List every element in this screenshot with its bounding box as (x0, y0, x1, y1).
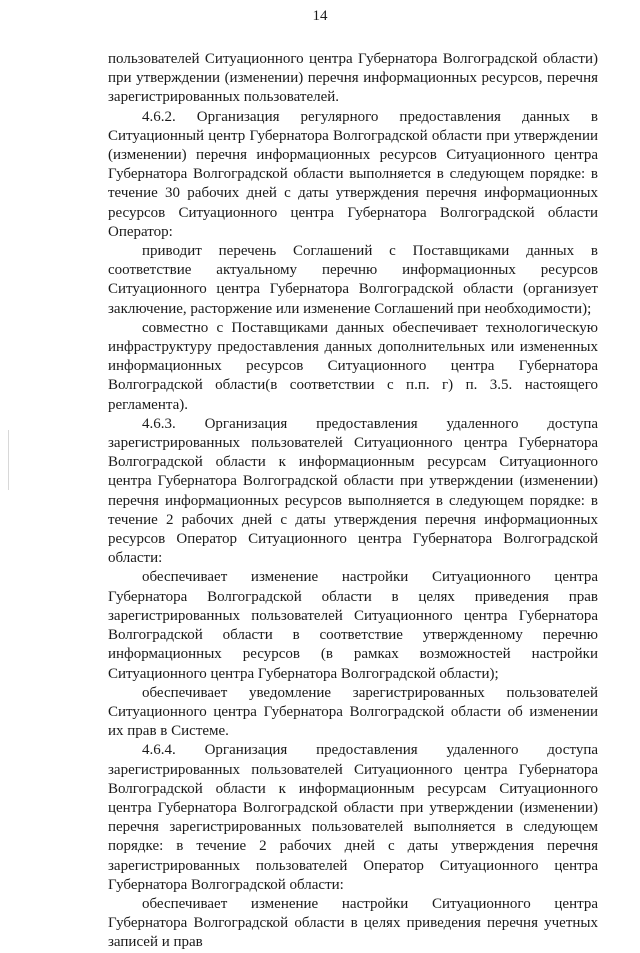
paragraph-settings-change: обеспечивает изменение настройки Ситуационного центра Губернатора Волгоградской области в целях приведения прав зарегистрированных пользователей Ситуационного центра Губернатора Волгоградской области в соответствие утвержденному перечню информационных ресурсов (в рамках возможностей настройки Ситуационного центра Губернатора Волгоградской области); (108, 569, 598, 682)
paragraph-agreements: приводит перечень Соглашений с Поставщиками данных в соответствие актуальному перечню информационных ресурсов Ситуационного центра Губернатора Волгоградской области (организует заключение, расторжение или изменение Соглашений при необходимости); (108, 243, 598, 317)
paragraph-4-6-4: 4.6.4. Организация предоставления удаленного доступа зарегистрированных пользователей Ситуационного центра Губернатора Волгоградской области к информационным ресурсам Ситуационного центра Губернатора Волгоградской области при утверждении (изменении) перечня зарегистрированных пользователей выполняется в следующем порядке: в течение 2 рабочих дней с даты утверждения перечня зарегистрированных пользователей Оператор Ситуационного центра Губернатора Волгоградской области: (108, 742, 598, 893)
paragraph-4-6-3: 4.6.3. Организация предоставления удаленного доступа зарегистрированных пользователей Ситуационного центра Губернатора Волгоградской области к информационным ресурсам Ситуационного центра Губернатора Волгоградской области при утверждении (изменении) перечня информационных ресурсов выполняется в следующем порядке: в течение 2 рабочих дней с даты утверждения перечня информационных ресурсов Оператор Ситуационного центра Губернатора Волгоградской области: (108, 415, 598, 567)
paragraph-notification: обеспечивает уведомление зарегистрированных пользователей Ситуационного центра Губернатора Волгоградской области об изменении их прав в Системе. (108, 684, 598, 740)
paragraph-accounts-change: обеспечивает изменение настройки Ситуационного центра Губернатора Волгоградской области в целях приведения перечня учетных записей и прав (108, 895, 598, 951)
page-number: 14 (312, 8, 328, 24)
paragraph-infrastructure: совместно с Поставщиками данных обеспечивает технологическую инфраструктуру предоставления данных дополнительных или измененных информационных ресурсов Ситуационного центра Губернатора Волгоградской области(в соответствии с п.п. г) п. 3.5. настоящего регламента). (108, 319, 598, 413)
document-body (108, 50, 598, 953)
paragraph-continuation: пользователей Ситуационного центра Губернатора Волгоградской области) при утверждении (изменении) перечня информационных ресурсов, перечня зарегистрированных пользователей. (108, 51, 598, 106)
paragraph-4-6-2: 4.6.2. Организация регулярного предоставления данных в Ситуационный центр Губернатора Волгоградской области при утверждении (изменении) перечня информационных ресурсов Ситуационного центра Губернатора Волгоградской области выполняется в следующем порядке: в течение 30 рабочих дней с даты утверждения перечня информационных ресурсов Ситуационного центра Губернатора Волгоградской области Оператор: (108, 108, 598, 240)
scan-artifact-line (8, 430, 9, 490)
